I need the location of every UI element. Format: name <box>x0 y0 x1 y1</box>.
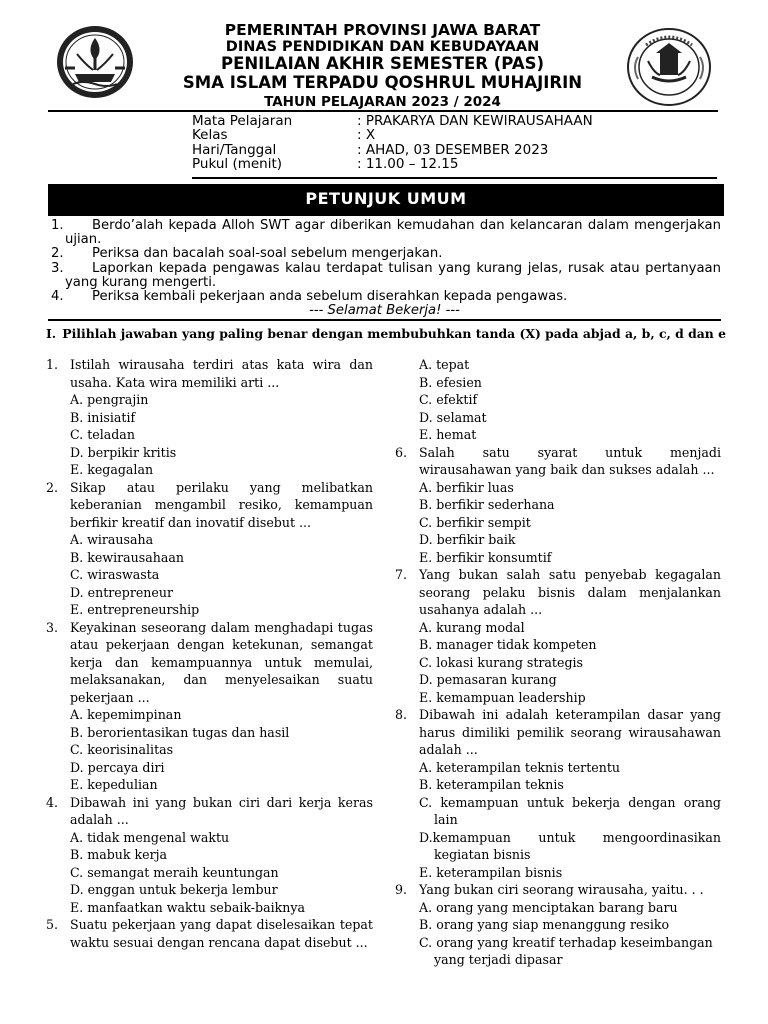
answer-option[interactable]: D.kemampuan untuk mengoordinasikan kegiatan bisnis <box>419 829 721 862</box>
answer-option[interactable]: A. tidak mengenal waktu <box>70 829 230 845</box>
question <box>46 916 373 951</box>
identity-label: Hari/Tanggal <box>192 141 277 158</box>
answer-option[interactable]: C. teladan <box>70 427 135 442</box>
instruction-text: Berdo’alah kepada Alloh SWT agar diberikan kemudahan dan kelancaran dalam mengerjakan ujian. <box>65 218 721 248</box>
question <box>46 794 373 917</box>
answer-option[interactable]: E. berfikir konsumtif <box>419 549 552 565</box>
answer-option[interactable]: B. keterampilan teknis <box>419 777 564 792</box>
instruction-number: 2. <box>51 246 64 262</box>
question-number: 7. <box>395 567 408 582</box>
answer-option[interactable]: D. berpikir kritis <box>70 444 177 460</box>
identity-label: Mata Pelajaran <box>192 113 293 129</box>
answer-option[interactable]: A. berfikir luas <box>419 479 514 495</box>
answer-option[interactable]: E. kepedulian <box>70 777 158 792</box>
answer-option[interactable]: E. kegagalan <box>70 462 154 477</box>
instruction-item <box>48 262 721 290</box>
question-number: 1. <box>46 357 59 372</box>
instruction-number: 1. <box>51 218 64 233</box>
section-instruction: Pilihlah jawaban yang paling benar dengan membubuhkan tanda (X) pada abjad a, b, c, d dan e <box>62 326 726 341</box>
identity-rule <box>192 177 717 179</box>
instruction-text: Laporkan kepada pengawas kalau terdapat tulisan yang kurang jelas, rusak atau pertanyaan yang kurang mengerti. <box>65 260 721 290</box>
answer-option[interactable]: D. enggan untuk bekerja lembur <box>70 882 278 897</box>
question <box>395 566 721 706</box>
answer-option[interactable]: E. entrepreneurship <box>70 602 200 617</box>
answer-option[interactable]: D. berfikir baik <box>419 532 516 547</box>
answer-option[interactable]: B. manager tidak kompeten <box>419 637 597 652</box>
question-number: 4. <box>46 794 59 810</box>
answer-option[interactable]: E. manfaatkan waktu sebaik-baiknya <box>70 899 305 915</box>
letterhead-text <box>165 22 600 111</box>
answer-option[interactable]: D. pemasaran kurang <box>419 672 557 687</box>
instruction-text: Periksa kembali pekerjaan anda sebelum diserahkan kepada pengawas. <box>92 289 568 305</box>
question <box>46 619 373 794</box>
questions-left-column <box>46 356 373 951</box>
answer-option[interactable]: C. lokasi kurang strategis <box>419 654 584 670</box>
identity-label: Kelas <box>192 127 228 144</box>
letterhead <box>0 0 768 120</box>
answer-option[interactable]: B. berorientasikan tugas dan hasil <box>70 724 290 740</box>
question-text: Dibawah ini yang bukan ciri dari kerja keras adalah ... <box>70 794 373 827</box>
question-text: Istilah wirausaha terdiri atas kata wira dan usaha. Kata wira memiliki arti ... <box>70 357 373 390</box>
answer-option[interactable]: D. selamat <box>419 409 487 425</box>
answer-option[interactable]: A. wirausaha <box>70 532 154 547</box>
instruction-item <box>48 290 721 304</box>
question-number: 6. <box>395 444 408 460</box>
question-text: Sikap atau perilaku yang melibatkan keberanian mengambil resiko, kemampuan berfikir kreatif dan inovatif disebut ... <box>70 479 373 530</box>
answer-option[interactable]: D. entrepreneur <box>70 584 173 600</box>
instruction-number: 3. <box>51 260 64 276</box>
question <box>395 881 721 969</box>
question-text: Dibawah ini adalah keterampilan dasar yang harus dimiliki pemilik seorang wirausahawan adalah ... <box>419 707 721 757</box>
question-number: 2. <box>46 479 59 495</box>
identity-value: : AHAD, 03 DESEMBER 2023 <box>357 141 549 158</box>
question-number: 5. <box>46 917 59 932</box>
closing-greeting: --- Selamat Bekerja! --- <box>309 303 460 319</box>
section-header <box>46 326 726 341</box>
identity-value: : PRAKARYA DAN KEWIRAUSAHAAN <box>357 113 593 129</box>
question <box>46 479 373 619</box>
questions-right-column <box>395 356 721 969</box>
question-number: 3. <box>46 619 59 635</box>
answer-option[interactable]: B. kewirausahaan <box>70 549 185 565</box>
academic-year: TAHUN PELAJARAN 2023 / 2024 <box>264 94 501 110</box>
west-java-emblem-logo <box>55 24 135 100</box>
answer-option[interactable]: C. keorisinalitas <box>70 742 174 757</box>
answer-option[interactable]: B. efesien <box>419 374 482 390</box>
answer-option[interactable]: C. semangat meraih keuntungan <box>70 864 279 880</box>
question-text: Keyakinan seseorang dalam menghadapi tugas atau pekerjaan dengan ketekunan, semangat kerja dan kemampuannya untuk memulai, melaksanakan, dan menyelesaikan suatu pekerjaan ... <box>70 619 373 705</box>
instruction-text: Periksa dan bacalah soal-soal sebelum mengerjakan. <box>92 246 443 262</box>
instructions-title: PETUNJUK UMUM <box>48 184 724 216</box>
section-number: I. <box>46 326 57 341</box>
question-text: Yang bukan salah satu penyebab kegagalan seorang pelaku bisnis dalam menjalankan usahanya adalah ... <box>419 567 721 617</box>
instruction-item <box>48 219 721 247</box>
government-name: PEMERINTAH PROVINSI JAWA BARAT <box>224 21 541 39</box>
question-continued <box>395 356 721 444</box>
question-text: Yang bukan ciri seorang wirausaha, yaitu. . . <box>419 882 704 897</box>
answer-option[interactable]: A. tepat <box>419 357 470 372</box>
identity-row <box>192 143 593 157</box>
answer-option[interactable]: C. orang yang kreatif terhadap keseimbangan yang terjadi dipasar <box>419 934 713 967</box>
answer-option[interactable]: B. mabuk kerja <box>70 847 168 862</box>
exam-name: PENILAIAN AKHIR SEMESTER (PAS) <box>220 54 545 73</box>
identity-value: : 11.00 – 12.15 <box>357 155 459 172</box>
answer-option[interactable]: C. wiraswasta <box>70 567 160 582</box>
answer-option[interactable]: C. efektif <box>419 392 478 407</box>
question <box>395 706 721 881</box>
answer-option[interactable]: B. orang yang siap menanggung resiko <box>419 917 670 932</box>
answer-option[interactable]: D. percaya diri <box>70 759 165 775</box>
exam-identity <box>192 114 593 171</box>
department-name: DINAS PENDIDIKAN DAN KEBUDAYAAN <box>225 39 540 55</box>
answer-option[interactable]: A. orang yang menciptakan barang baru <box>419 899 678 915</box>
answer-option[interactable]: C. berfikir sempit <box>419 514 531 530</box>
instruction-number: 4. <box>51 289 64 305</box>
question-number: 9. <box>395 882 408 897</box>
answer-option[interactable]: A. keterampilan teknis tertentu <box>419 759 620 775</box>
question-number: 8. <box>395 707 408 722</box>
answer-option[interactable]: A. pengrajin <box>70 392 149 407</box>
question-text: Suatu pekerjaan yang dapat diselesaikan tepat waktu sesuai dengan rencana dapat disebut ... <box>70 917 373 950</box>
answer-option[interactable]: E. keterampilan bisnis <box>419 864 563 880</box>
identity-row <box>192 114 593 128</box>
answer-option[interactable]: E. kemampuan leadership <box>419 689 586 705</box>
question <box>395 444 721 567</box>
answer-option[interactable]: B. berfikir sederhana <box>419 497 555 512</box>
school-seal-logo <box>626 27 712 107</box>
question <box>46 356 373 479</box>
answer-option[interactable]: A. kepemimpinan <box>70 707 182 722</box>
identity-label: Pukul (menit) <box>192 155 283 172</box>
answer-option[interactable]: A. kurang modal <box>419 619 525 635</box>
answer-option[interactable]: B. inisiatif <box>70 409 136 425</box>
instructions-rule <box>48 319 721 321</box>
question-text: Salah satu syarat untuk menjadi wirausahawan yang baik dan sukses adalah ... <box>419 444 721 477</box>
identity-value: : X <box>357 127 376 144</box>
instruction-item <box>48 247 721 261</box>
answer-option[interactable]: C. kemampuan untuk bekerja dengan orang lain <box>419 794 721 827</box>
identity-row <box>192 157 593 171</box>
letterhead-rule <box>48 110 718 112</box>
identity-row <box>192 128 593 142</box>
school-name: SMA ISLAM TERPADU QOSHRUL MUHAJIRIN <box>182 73 583 92</box>
instructions-list <box>48 219 721 318</box>
answer-option[interactable]: E. hemat <box>419 427 477 442</box>
